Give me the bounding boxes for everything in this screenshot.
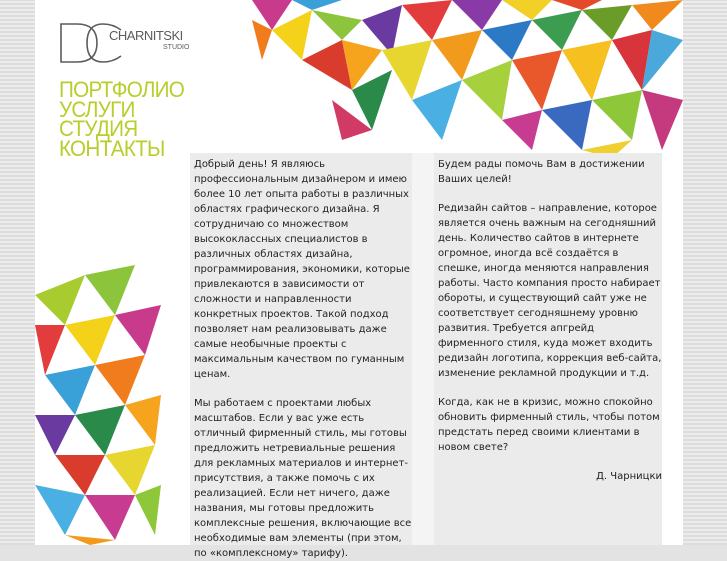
about-paragraph-2: Мы работаем с проектами любых масштабов. Если у вас уже есть отличный фирменный стиль, мы готовы предложить нетревиальные решения для рекламных материалов и интернет-присутствия, а также помочь с их реализацией. Если нет ничего, даже названия, мы готовы предложить комплексные решения, включающие все необходимые вам элементы (при этом, по «комплексному» тарифу). [194, 398, 412, 559]
nav-studio[interactable]: СТУДИЯ [59, 116, 138, 141]
about-paragraph-1: Добрый день! Я являюсь профессиональным дизайнером и имею более 10 лет опыта работы в различных областях графического дизайна. Я сотрудничаю со множеством высококлассных специалистов в различных областях дизайна, программирования, экономики, которые привлекаются в зависимости от сложности и направленности конкретных проектов. Такой подход позволяет нам реализовывать даже самые необычные проекты с максимальным качеством по гуманным ценам. [194, 159, 410, 380]
services-paragraph-3: Когда, как не в кризис, можно спокойно обновить фирменный стиль, чтобы потом предстать перед своими клиентами в новом свете? [438, 397, 660, 453]
services-paragraph-1: Будем рады помочь Вам в достижении Ваших целей! [438, 159, 645, 185]
logo-studio: STUDIO [163, 44, 190, 51]
nav-services[interactable]: УСЛУГИ [59, 96, 135, 122]
origami-header-illustration [252, 0, 683, 158]
main-nav [59, 77, 192, 161]
origami-side-illustration [35, 265, 161, 545]
left-background-stripes [0, 0, 35, 545]
column-divider [412, 153, 434, 545]
services-column [434, 153, 662, 545]
nav-portfolio[interactable]: ПОРТФОЛИО [59, 77, 185, 102]
about-column [190, 153, 412, 559]
services-paragraph-2: Редизайн сайтов – направление, которое является очень важным на сегодняшний день. Количество сайтов в интернете огромное, иногда всё создаётся в спешке, иногда меняются направления работы. Часто компания просто набирает обороты, и существующий сайт уже не соответствует сегодняшнему уровню развития. Требуется апгрейд фирменного стиля, куда может входить редизайн логотипа, коррекция веб-сайта, изменение рекламной продукции и т.д. [438, 203, 662, 379]
nav-contacts[interactable]: КОНТАКТЫ [59, 135, 165, 161]
logo-name: CHARNITSKI [109, 28, 183, 43]
signature: Д. Чарницки [596, 471, 662, 482]
right-background-stripes [683, 0, 727, 545]
